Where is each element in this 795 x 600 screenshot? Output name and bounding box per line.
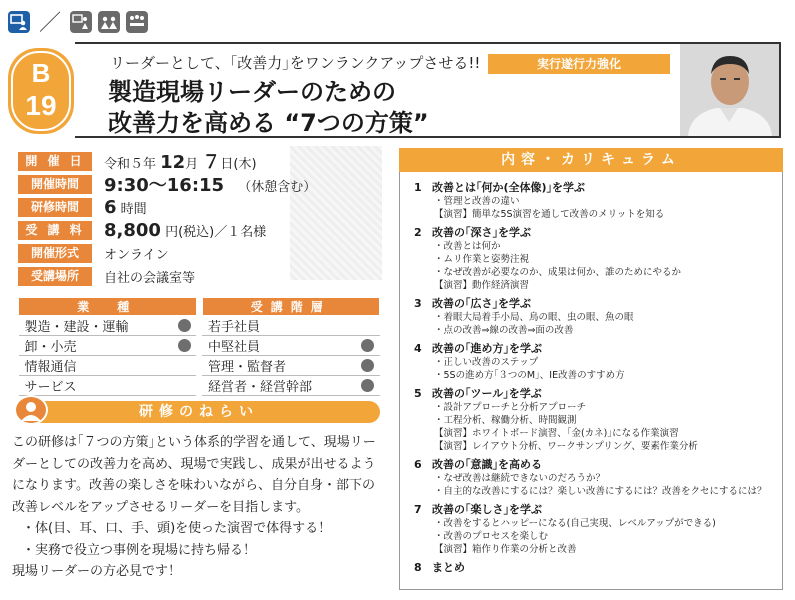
hours-label: 研修時間 <box>18 198 92 217</box>
curriculum-item-number: 7 <box>414 503 422 516</box>
target-row <box>19 376 380 396</box>
curriculum-item <box>414 502 776 556</box>
online-training-icon <box>8 11 30 33</box>
curriculum-title: 内容・カリキュラム <box>399 148 783 172</box>
curriculum-point: 【演習】レイアウト分析、ワークサンプリング、要素作業分析 <box>434 441 698 452</box>
curriculum-item-heading: 改善の｢楽しさ｣を学ぶ <box>432 503 542 516</box>
curriculum-item <box>414 225 776 292</box>
curriculum-item-title <box>414 502 776 517</box>
target-row <box>19 336 380 356</box>
curriculum-item <box>414 386 776 453</box>
course-title-line2: 改善力を高める “7つの方策” <box>108 109 429 137</box>
target-dot-icon <box>361 339 374 352</box>
date-day-unit: 日(木) <box>220 157 257 172</box>
curriculum-point: ・なぜ改善が必要なのか、成果は何か、誰のためにやるか <box>434 267 682 278</box>
curriculum-item-heading: 改善の｢広さ｣を学ぶ <box>432 297 531 310</box>
target-row <box>19 316 380 336</box>
curriculum-item-title <box>414 296 776 311</box>
curriculum-point: ・改善のプロセスを楽しむ <box>434 531 549 542</box>
curriculum-item-heading: 改善とは｢何か(全体像)｣を学ぶ <box>432 181 586 194</box>
industry-dot-cell <box>172 376 196 396</box>
industry-cell: 製造・建設・運輸 <box>19 316 173 336</box>
target-dot-icon <box>361 379 374 392</box>
curriculum-item-heading: 改善の｢意識｣を高める <box>432 458 542 471</box>
badge-number: 19 <box>25 90 57 121</box>
hours-value: 6 <box>104 196 117 218</box>
category-tag: 実行遂行力強化 <box>488 54 670 74</box>
curriculum-point: 【演習】箱作り作業の分析と改善 <box>434 544 577 555</box>
instructor-photo <box>680 44 779 136</box>
date-day: ７ <box>202 152 221 173</box>
curriculum-item <box>414 341 776 382</box>
date-month-unit: 月 <box>185 157 199 172</box>
curriculum-item-heading: 改善の｢ツール｣を学ぶ <box>432 387 542 400</box>
level-header: 受講階層 <box>202 298 380 316</box>
date-month: 12 <box>160 152 186 173</box>
curriculum-item <box>414 457 776 498</box>
check-icon <box>14 395 48 425</box>
curriculum-point: ・なぜ改善は継続できないのだろうか？ <box>434 473 606 484</box>
time-value: 9:30～16:15 <box>104 175 225 196</box>
info-row-fee <box>18 219 383 241</box>
level-cell: 中堅社員 <box>202 336 356 356</box>
curriculum-point: ・改善とは何か <box>434 241 501 252</box>
level-cell: 経営者・経営幹部 <box>202 376 356 396</box>
info-row-date <box>18 150 383 172</box>
curriculum-item-heading: 改善の｢深さ｣を学ぶ <box>432 226 531 239</box>
curriculum-item-title <box>414 225 776 240</box>
target-row <box>19 356 380 376</box>
curriculum-list <box>414 180 776 579</box>
aims-body <box>12 432 387 583</box>
curriculum-item <box>414 296 776 337</box>
fee-label: 受 講 料 <box>18 221 92 240</box>
curriculum-item-title <box>414 457 776 472</box>
lecture-icon <box>70 11 92 33</box>
industry-dot-cell <box>172 316 196 336</box>
fee-value: 8,800 <box>104 219 161 241</box>
info-row-time <box>18 173 383 195</box>
target-table <box>18 297 380 396</box>
level-cell: 若手社員 <box>202 316 356 336</box>
curriculum-point: ・工程分析、稼働分析、時間観測 <box>434 415 577 426</box>
curriculum-item-number: 1 <box>414 181 422 194</box>
curriculum-item-title <box>414 341 776 356</box>
industry-cell: 情報通信 <box>19 356 173 376</box>
date-label: 開 催 日 <box>18 152 92 171</box>
time-value-wrap <box>104 171 316 197</box>
aims-point-1: ・体(目、耳、口、手、頭)を使った演習で体得する！ <box>22 521 332 536</box>
industry-dot-cell <box>172 356 196 376</box>
level-dot-cell <box>356 316 380 336</box>
fee-value-wrap <box>104 220 266 241</box>
info-row-hours <box>18 196 383 218</box>
curriculum-item-number: 5 <box>414 387 422 400</box>
time-label: 開催時間 <box>18 175 92 194</box>
time-note: （休憩含む） <box>238 180 317 195</box>
workshop-icon <box>98 11 120 33</box>
target-dot-icon <box>178 319 191 332</box>
curriculum-item-number: 6 <box>414 458 422 471</box>
hours-value-wrap <box>104 197 147 218</box>
curriculum-item-heading: 改善の｢進め方｣を学ぶ <box>432 342 542 355</box>
aims-point-2: ・実務で役立つ事例を現場に持ち帰る！ <box>22 542 257 558</box>
industry-dot-cell <box>172 336 196 356</box>
group-discussion-icon <box>126 11 148 33</box>
course-subtitle: リーダーとして、｢改善力｣をワンランクアップさせる!! <box>110 54 481 72</box>
curriculum-item-title <box>414 180 776 195</box>
target-dot-icon <box>178 339 191 352</box>
format-label: 開催形式 <box>18 244 92 263</box>
curriculum-point: ・自主的な改善にするには？楽しい改善にするには？改善をクセにするには？ <box>434 486 767 497</box>
curriculum-point: ・正しい改善のステップ <box>434 357 539 368</box>
place-label: 受講場所 <box>18 267 92 286</box>
industry-header: 業 種 <box>19 298 197 316</box>
date-era: 令和５年 <box>104 157 157 172</box>
separator-slash: ／ <box>39 11 62 36</box>
curriculum-point: ・設計アプローチと分析アプローチ <box>434 402 587 413</box>
curriculum-item-title <box>414 560 776 575</box>
curriculum-point: 【演習】ホワイトボード演習、｢金(カネ)｣になる作業演習 <box>434 428 679 439</box>
curriculum-point: 【演習】簡単な5S演習を通して改善のメリットを知る <box>434 209 665 220</box>
curriculum-point: ・5Sの進め方｢３つのM｣、IE改善のすすめ方 <box>434 370 625 381</box>
curriculum-item <box>414 560 776 575</box>
curriculum-point: ・管理と改善の違い <box>434 196 520 207</box>
format-value: オンライン <box>104 247 169 263</box>
aims-paragraph: この研修は｢７つの方策｣という体系的学習を通して、現場リーダーとしての改善力を高め、現場で実践し、成果が出せるようになります。改善の楽しさを味わいながら、自分自身・部下の改善レベルをアップさせるリーダーを目指します。 <box>12 435 376 515</box>
fee-note: 円(税込)／１名様 <box>165 224 267 240</box>
target-dot-icon <box>361 359 374 372</box>
event-info <box>18 150 383 288</box>
curriculum-item-number: 3 <box>414 297 422 310</box>
curriculum-item-number: 8 <box>414 561 422 574</box>
curriculum-item <box>414 180 776 221</box>
curriculum-item-number: 4 <box>414 342 422 355</box>
info-row-format <box>18 242 383 264</box>
industry-cell: 卸・小売 <box>19 336 173 356</box>
curriculum-point: ・改善をするとハッピーになる(自己実現、レベルアップができる) <box>434 518 716 529</box>
level-dot-cell <box>356 376 380 396</box>
format-icons <box>8 6 148 37</box>
curriculum-point: ・着眼大局着手小局、鳥の眼、虫の眼、魚の眼 <box>434 312 634 323</box>
industry-cell: サービス <box>19 376 173 396</box>
curriculum-point: ・ムリ作業と姿勢注視 <box>434 254 530 265</box>
curriculum-item-heading: まとめ <box>432 561 465 574</box>
curriculum-item-number: 2 <box>414 226 422 239</box>
course-badge <box>8 48 74 134</box>
curriculum-point: ・点の改善⇒線の改善⇒面の改善 <box>434 325 574 336</box>
aims-closing: 現場リーダーの方必見です！ <box>12 564 182 579</box>
place-value: 自社の会議室等 <box>104 270 196 286</box>
aims-title: 研修のねらい <box>139 404 259 420</box>
hours-unit: 時間 <box>120 201 147 217</box>
course-title-line1: 製造現場リーダーのための <box>108 78 396 106</box>
curriculum-item-title <box>414 386 776 401</box>
curriculum-point: 【演習】動作経済演習 <box>434 280 530 291</box>
level-dot-cell <box>356 336 380 356</box>
level-cell: 管理・監督者 <box>202 356 356 376</box>
badge-letter: B <box>31 58 51 88</box>
level-dot-cell <box>356 356 380 376</box>
info-row-place <box>18 265 383 287</box>
